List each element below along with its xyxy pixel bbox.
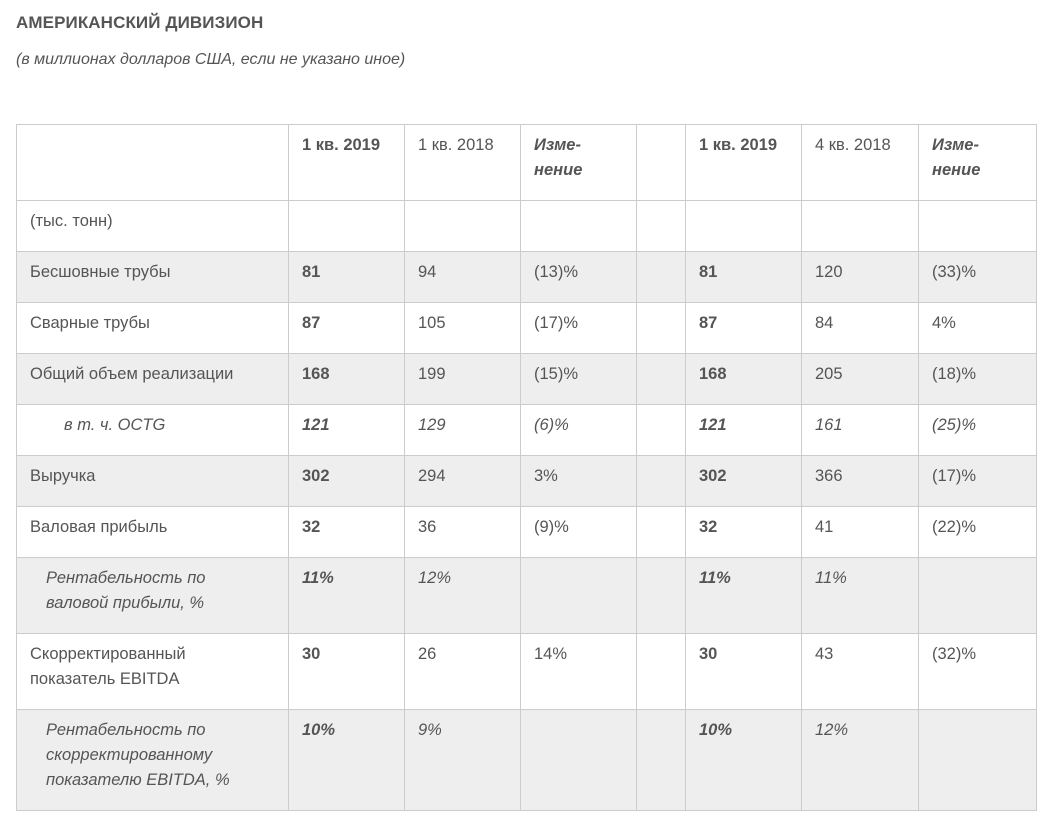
- cell-value: 302: [289, 456, 405, 507]
- cell-value: 30: [289, 634, 405, 710]
- cell-value: 10%: [289, 710, 405, 811]
- cell-value: (9)%: [521, 507, 637, 558]
- cell-value: 294: [405, 456, 521, 507]
- row-label: Бесшовные трубы: [17, 252, 289, 303]
- cell-value: (17)%: [521, 303, 637, 354]
- cell-value: 9%: [405, 710, 521, 811]
- table-row: [17, 201, 1037, 252]
- cell-value: 32: [289, 507, 405, 558]
- cell-value: 168: [289, 354, 405, 405]
- table-header-row: [17, 125, 1037, 201]
- table-row: [17, 558, 1037, 634]
- cell-value: 121: [289, 405, 405, 456]
- cell-value: 366: [802, 456, 919, 507]
- table-row: [17, 634, 1037, 710]
- cell-value: 36: [405, 507, 521, 558]
- cell-value: 81: [686, 252, 802, 303]
- cell-value: (25)%: [919, 405, 1037, 456]
- header-cell-spacer: [637, 125, 686, 201]
- cell-value: (13)%: [521, 252, 637, 303]
- row-label: в т. ч. OCTG: [17, 405, 289, 456]
- cell-value: 129: [405, 405, 521, 456]
- header-cell-change: Изме- нение: [521, 125, 637, 201]
- header-cell-q1-2019-b: 1 кв. 2019: [686, 125, 802, 201]
- cell-value: 11%: [802, 558, 919, 634]
- header-cell-q1-2018: 1 кв. 2018: [405, 125, 521, 201]
- table-row: [17, 303, 1037, 354]
- table-row: [17, 507, 1037, 558]
- cell-value: 94: [405, 252, 521, 303]
- header-cell-q4-2018: 4 кв. 2018: [802, 125, 919, 201]
- page-title: АМЕРИКАНСКИЙ ДИВИЗИОН: [16, 13, 264, 32]
- cell-value: 105: [405, 303, 521, 354]
- cell-value: 161: [802, 405, 919, 456]
- row-label: (тыс. тонн): [17, 201, 289, 252]
- table-row: [17, 252, 1037, 303]
- cell-value: 26: [405, 634, 521, 710]
- row-label: Общий объем реализации: [17, 354, 289, 405]
- row-label: Рентабельность по валовой прибыли, %: [17, 558, 289, 634]
- cell-value: (22)%: [919, 507, 1037, 558]
- cell-value: (32)%: [919, 634, 1037, 710]
- cell-value: 120: [802, 252, 919, 303]
- cell-value: 30: [686, 634, 802, 710]
- cell-value: 11%: [686, 558, 802, 634]
- row-label: Сварные трубы: [17, 303, 289, 354]
- cell-value: 168: [686, 354, 802, 405]
- cell-value: (33)%: [919, 252, 1037, 303]
- table-row: [17, 710, 1037, 811]
- cell-value: 12%: [405, 558, 521, 634]
- table-row: [17, 354, 1037, 405]
- header-cell-q1-2019: 1 кв. 2019: [289, 125, 405, 201]
- cell-value: 302: [686, 456, 802, 507]
- cell-value: 3%: [521, 456, 637, 507]
- row-label: Выручка: [17, 456, 289, 507]
- header-cell-label: [17, 125, 289, 201]
- cell-value: (6)%: [521, 405, 637, 456]
- cell-value: 87: [686, 303, 802, 354]
- cell-value: 121: [686, 405, 802, 456]
- row-label: Скорректированный показатель EBITDA: [17, 634, 289, 710]
- table-row: [17, 405, 1037, 456]
- header-cell-change-b: Изме- нение: [919, 125, 1037, 201]
- cell-value: 41: [802, 507, 919, 558]
- cell-value: 12%: [802, 710, 919, 811]
- row-label: Валовая прибыль: [17, 507, 289, 558]
- cell-value: 84: [802, 303, 919, 354]
- row-label: Рентабельность по скорректированному показателю EBITDA, %: [17, 710, 289, 811]
- financial-table: [16, 124, 1037, 811]
- page-subtitle: (в миллионах долларов США, если не указано иное): [16, 51, 406, 68]
- cell-value: 205: [802, 354, 919, 405]
- cell-value: 43: [802, 634, 919, 710]
- cell-value: 4%: [919, 303, 1037, 354]
- cell-value: 14%: [521, 634, 637, 710]
- cell-value: (18)%: [919, 354, 1037, 405]
- cell-value: 81: [289, 252, 405, 303]
- table-row: [17, 456, 1037, 507]
- cell-value: 199: [405, 354, 521, 405]
- cell-value: 87: [289, 303, 405, 354]
- cell-value: 10%: [686, 710, 802, 811]
- cell-value: (15)%: [521, 354, 637, 405]
- cell-value: 32: [686, 507, 802, 558]
- cell-value: 11%: [289, 558, 405, 634]
- cell-value: (17)%: [919, 456, 1037, 507]
